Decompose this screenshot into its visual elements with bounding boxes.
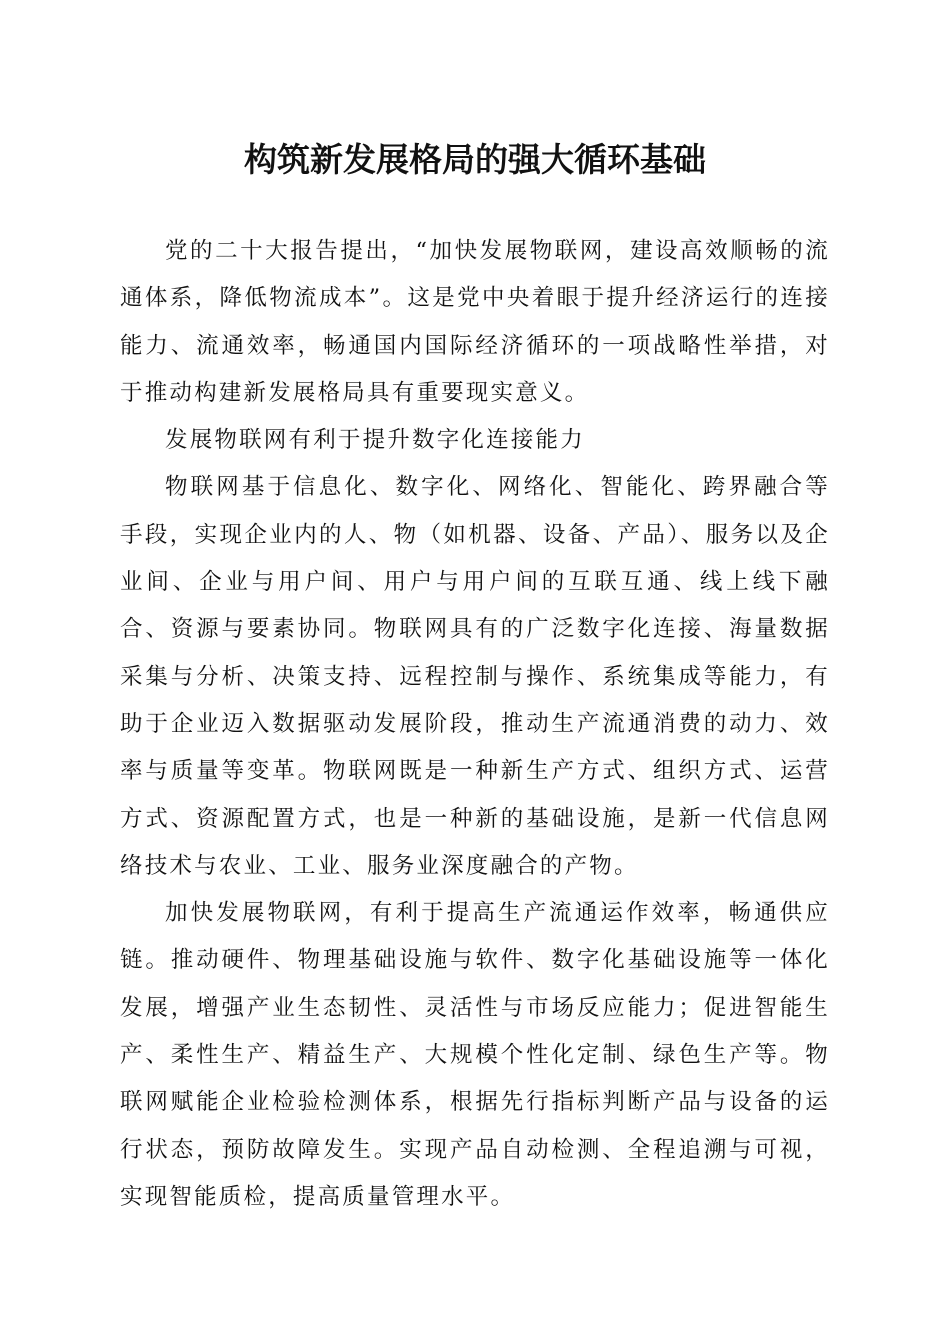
- document-body: [120, 228, 830, 1221]
- paragraph-intro: 党的二十大报告提出，“加快发展物联网，建设高效顺畅的流通体系，降低物流成本”。这是党中央着眼于提升经济运行的连接能力、流通效率，畅通国内国际经济循环的一项战略性举措，对于推动构建新发展格局具有重要现实意义。: [120, 238, 830, 406]
- document-title: 构筑新发展格局的强大循环基础: [244, 140, 706, 179]
- paragraph-iot-description: 物联网基于信息化、数字化、网络化、智能化、跨界融合等手段，实现企业内的人、物（如机器、设备、产品）、服务以及企业间、企业与用户间、用户与用户间的互联互通、线上线下融合、资源与要素协同。物联网具有的广泛数字化连接、海量数据采集与分析、决策支持、远程控制与操作、系统集成等能力，有助于企业迈入数据驱动发展阶段，推动生产流通消费的动力、效率与质量等变革。物联网既是一种新生产方式、组织方式、运营方式、资源配置方式，也是一种新的基础设施，是新一代信息网络技术与农业、工业、服务业深度融合的产物。: [120, 474, 830, 879]
- section-heading: 发展物联网有利于提升数字化连接能力: [165, 427, 585, 454]
- paragraph-supply-chain: 加快发展物联网，有利于提高生产流通运作效率，畅通供应链。推动硬件、物理基础设施与软件、数字化基础设施等一体化发展，增强产业生态韧性、灵活性与市场反应能力；促进智能生产、柔性生产、精益生产、大规模个性化定制、绿色生产等。物联网赋能企业检验检测体系，根据先行指标判断产品与设备的运行状态，预防故障发生。实现产品自动检测、全程追溯与可视，实现智能质检，提高质量管理水平。: [120, 900, 830, 1210]
